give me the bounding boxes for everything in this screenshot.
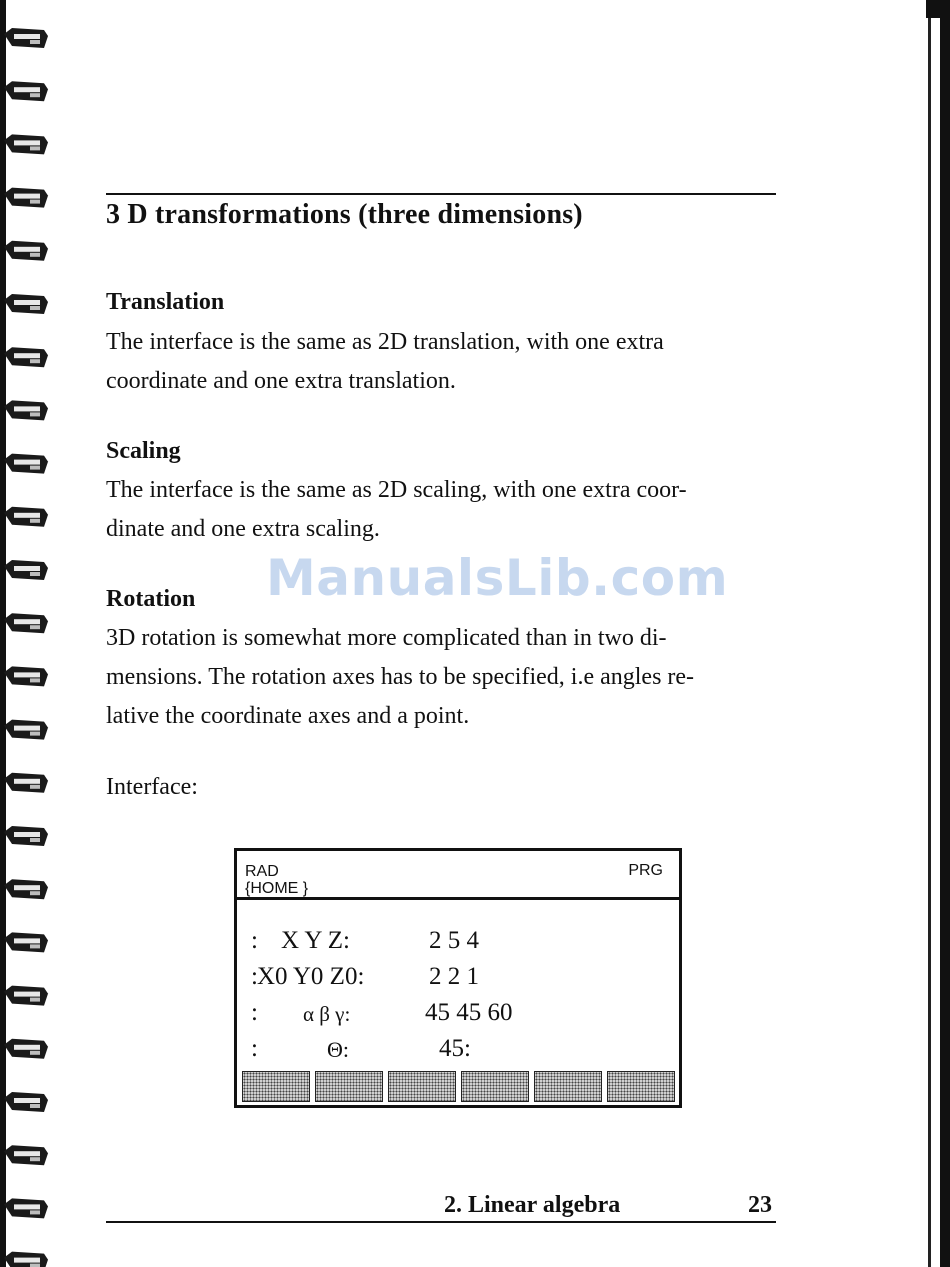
heading-rotation: Rotation — [106, 586, 196, 612]
binding-coil — [4, 773, 48, 793]
row-value: 45 45 60 — [425, 999, 513, 1026]
row-prompt: : — [251, 999, 258, 1026]
text-line: lative the coordinate axes and a point. — [106, 703, 470, 729]
row-label: X0 Y0 Z0: — [257, 963, 365, 990]
text-line: dinate and one extra scaling. — [106, 516, 380, 542]
spiral-binding — [0, 0, 56, 1267]
heading-translation: Translation — [106, 289, 225, 315]
paragraph-rotation — [106, 619, 778, 736]
row-prompt: : — [251, 963, 258, 990]
row-label: α β γ: — [303, 1002, 351, 1026]
softkey-5[interactable] — [534, 1071, 602, 1102]
row-label: Θ: — [327, 1037, 349, 1062]
binding-coil — [4, 986, 48, 1006]
binding-coil — [4, 879, 48, 899]
binding-coil — [4, 1092, 48, 1112]
section-title: 3 D transformations (three dimensions) — [106, 199, 583, 230]
softkey-1[interactable] — [242, 1071, 310, 1102]
page-number: 23 — [748, 1192, 772, 1218]
row-value: 2 2 1 — [429, 963, 479, 990]
row-value: 2 5 4 — [429, 927, 479, 954]
page-edge-shadow — [926, 0, 950, 1267]
binding-coil — [4, 294, 48, 314]
binding-coil — [4, 1145, 48, 1165]
binding-coil — [4, 28, 48, 48]
current-folder: {HOME } — [245, 880, 309, 897]
binding-coil — [4, 932, 48, 952]
binding-coil — [4, 1252, 48, 1267]
row-prompt: : — [251, 927, 258, 954]
text-line: The interface is the same as 2D translation, with one extra — [106, 329, 664, 355]
binding-coil — [4, 454, 48, 474]
header-rule — [106, 193, 776, 195]
binding-coil — [4, 81, 48, 101]
binding-coil — [4, 347, 48, 367]
text-line: 3D rotation is somewhat more complicated than in two di- — [106, 625, 667, 651]
softkey-6[interactable] — [607, 1071, 675, 1102]
paragraph-translation — [106, 323, 778, 401]
softkey-2[interactable] — [315, 1071, 383, 1102]
binding-coil — [4, 560, 48, 580]
interface-label: Interface: — [106, 774, 198, 800]
softkey-menu — [242, 1071, 674, 1101]
text-line: coordinate and one extra translation. — [106, 368, 456, 394]
heading-scaling: Scaling — [106, 438, 181, 464]
softkey-3[interactable] — [388, 1071, 456, 1102]
text-line: mensions. The rotation axes has to be specified, i.e angles re- — [106, 664, 695, 690]
row-label: X Y Z: — [281, 927, 350, 954]
calculator-status-bar — [237, 851, 679, 900]
binding-coil — [4, 666, 48, 686]
softkey-4[interactable] — [461, 1071, 529, 1102]
row-value: 45: — [439, 1035, 471, 1062]
binding-coil — [4, 1198, 48, 1218]
binding-coil — [4, 1039, 48, 1059]
footer-chapter: 2. Linear algebra — [444, 1192, 621, 1218]
text-line: The interface is the same as 2D scaling, with one extra coor- — [106, 477, 687, 503]
binding-coil — [4, 613, 48, 633]
program-indicator: PRG — [628, 862, 663, 879]
binding-coil — [4, 241, 48, 261]
binding-coil — [4, 720, 48, 740]
binding-coil — [4, 188, 48, 208]
angle-mode: RAD — [245, 863, 279, 880]
row-prompt: : — [251, 1035, 258, 1062]
binding-coil — [4, 400, 48, 420]
binding-coil — [4, 134, 48, 154]
calculator-screen — [234, 848, 682, 1108]
binding-coil — [4, 826, 48, 846]
footer-rule — [106, 1221, 776, 1223]
watermark: ManualsLib.com — [266, 549, 729, 607]
paragraph-scaling — [106, 471, 778, 549]
binding-coil — [4, 507, 48, 527]
